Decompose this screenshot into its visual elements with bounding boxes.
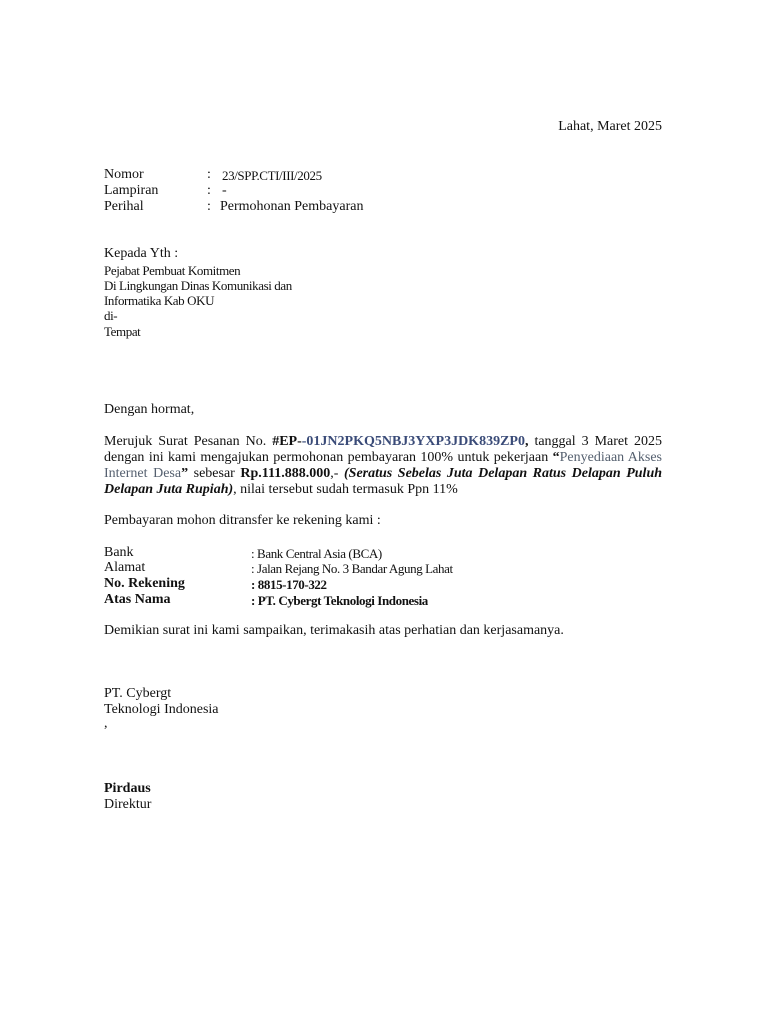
body-text: , nilai tersebut sudah termasuk Ppn 11% <box>233 482 458 497</box>
lampiran-value: - <box>222 183 227 198</box>
payment-amount: Rp.111.888.000 <box>240 466 331 481</box>
perihal-colon: : <box>207 199 211 214</box>
lampiran-label: Lampiran <box>104 183 159 198</box>
recipient-line-5: Tempat <box>104 324 141 339</box>
body-text: dengan ini kami mengajukan permohonan pembayaran 100% untuk pekerjaan <box>104 450 549 465</box>
recipient-line-4: di- <box>104 308 118 323</box>
body-text: tanggal 3 Maret 2025 <box>534 434 663 449</box>
body-line-4 <box>104 482 662 498</box>
atas-nama-label: Atas Nama <box>104 592 171 607</box>
body-text: Merujuk Surat Pesanan <box>104 434 240 449</box>
recipient-greeting: Kepada Yth : <box>104 246 179 261</box>
signatory-name: Pirdaus <box>104 781 151 796</box>
nomor-value: 23/SPP.CTI/III/2025 <box>222 168 322 183</box>
rekening-label: No. Rekening <box>104 576 185 591</box>
body-text: , <box>524 434 529 449</box>
signature-company-2: Teknologi Indonesia <box>104 702 219 717</box>
alamat-label: Alamat <box>104 560 146 575</box>
lampiran-colon: : <box>207 183 211 198</box>
order-number-prefix: #EP- <box>272 434 302 449</box>
salutation: Dengan hormat, <box>104 402 195 417</box>
perihal-value: Permohonan Pembayaran <box>220 199 364 214</box>
amount-in-words-cont: Delapan Juta Rupiah) <box>104 482 234 497</box>
body-line-2 <box>104 450 662 466</box>
rekening-value: : 8815-170-322 <box>251 577 327 592</box>
project-name: Penyediaan Akses <box>559 450 663 465</box>
bank-value: : Bank Central Asia (BCA) <box>251 546 382 561</box>
amount-in-words: (Seratus Sebelas Juta Delapan Ratus Delapan Puluh <box>344 466 663 481</box>
body-line-3 <box>104 466 662 482</box>
place-date: Lahat, Maret 2025 <box>558 119 662 134</box>
transfer-intro: Pembayaran mohon ditransfer ke rekening kami : <box>104 513 381 528</box>
signatory-title: Direktur <box>104 797 152 812</box>
quote-mark: ” <box>181 466 189 481</box>
body-paragraph <box>104 434 662 498</box>
order-number: -01JN2PKQ5NBJ3YXP3JDK839ZP0 <box>301 434 525 449</box>
body-text: No. <box>245 434 267 449</box>
recipient-line-3: Informatika Kab OKU <box>104 293 215 308</box>
closing-sentence: Demikian surat ini kami sampaikan, terimakasih atas perhatian dan kerjasamanya. <box>104 623 564 638</box>
signature-company-1: PT. Cybergt <box>104 686 172 701</box>
body-text: sebesar <box>193 466 235 481</box>
body-text: ,- <box>330 466 339 481</box>
atas-nama-value: : PT. Cybergt Teknologi Indonesia <box>251 593 428 608</box>
body-line-1 <box>104 434 662 450</box>
recipient-line-1: Pejabat Pembuat Komitmen <box>104 263 241 278</box>
nomor-label: Nomor <box>104 167 144 182</box>
recipient-line-2: Di Lingkungan Dinas Komunikasi dan <box>104 278 292 293</box>
project-name-cont: Internet Desa <box>104 466 182 481</box>
alamat-value: : Jalan Rejang No. 3 Bandar Agung Lahat <box>251 561 453 576</box>
perihal-label: Perihal <box>104 199 144 214</box>
bank-label: Bank <box>104 545 134 560</box>
quote-mark: “ <box>552 450 560 465</box>
signature-comma: , <box>104 716 108 731</box>
nomor-colon: : <box>207 167 211 182</box>
